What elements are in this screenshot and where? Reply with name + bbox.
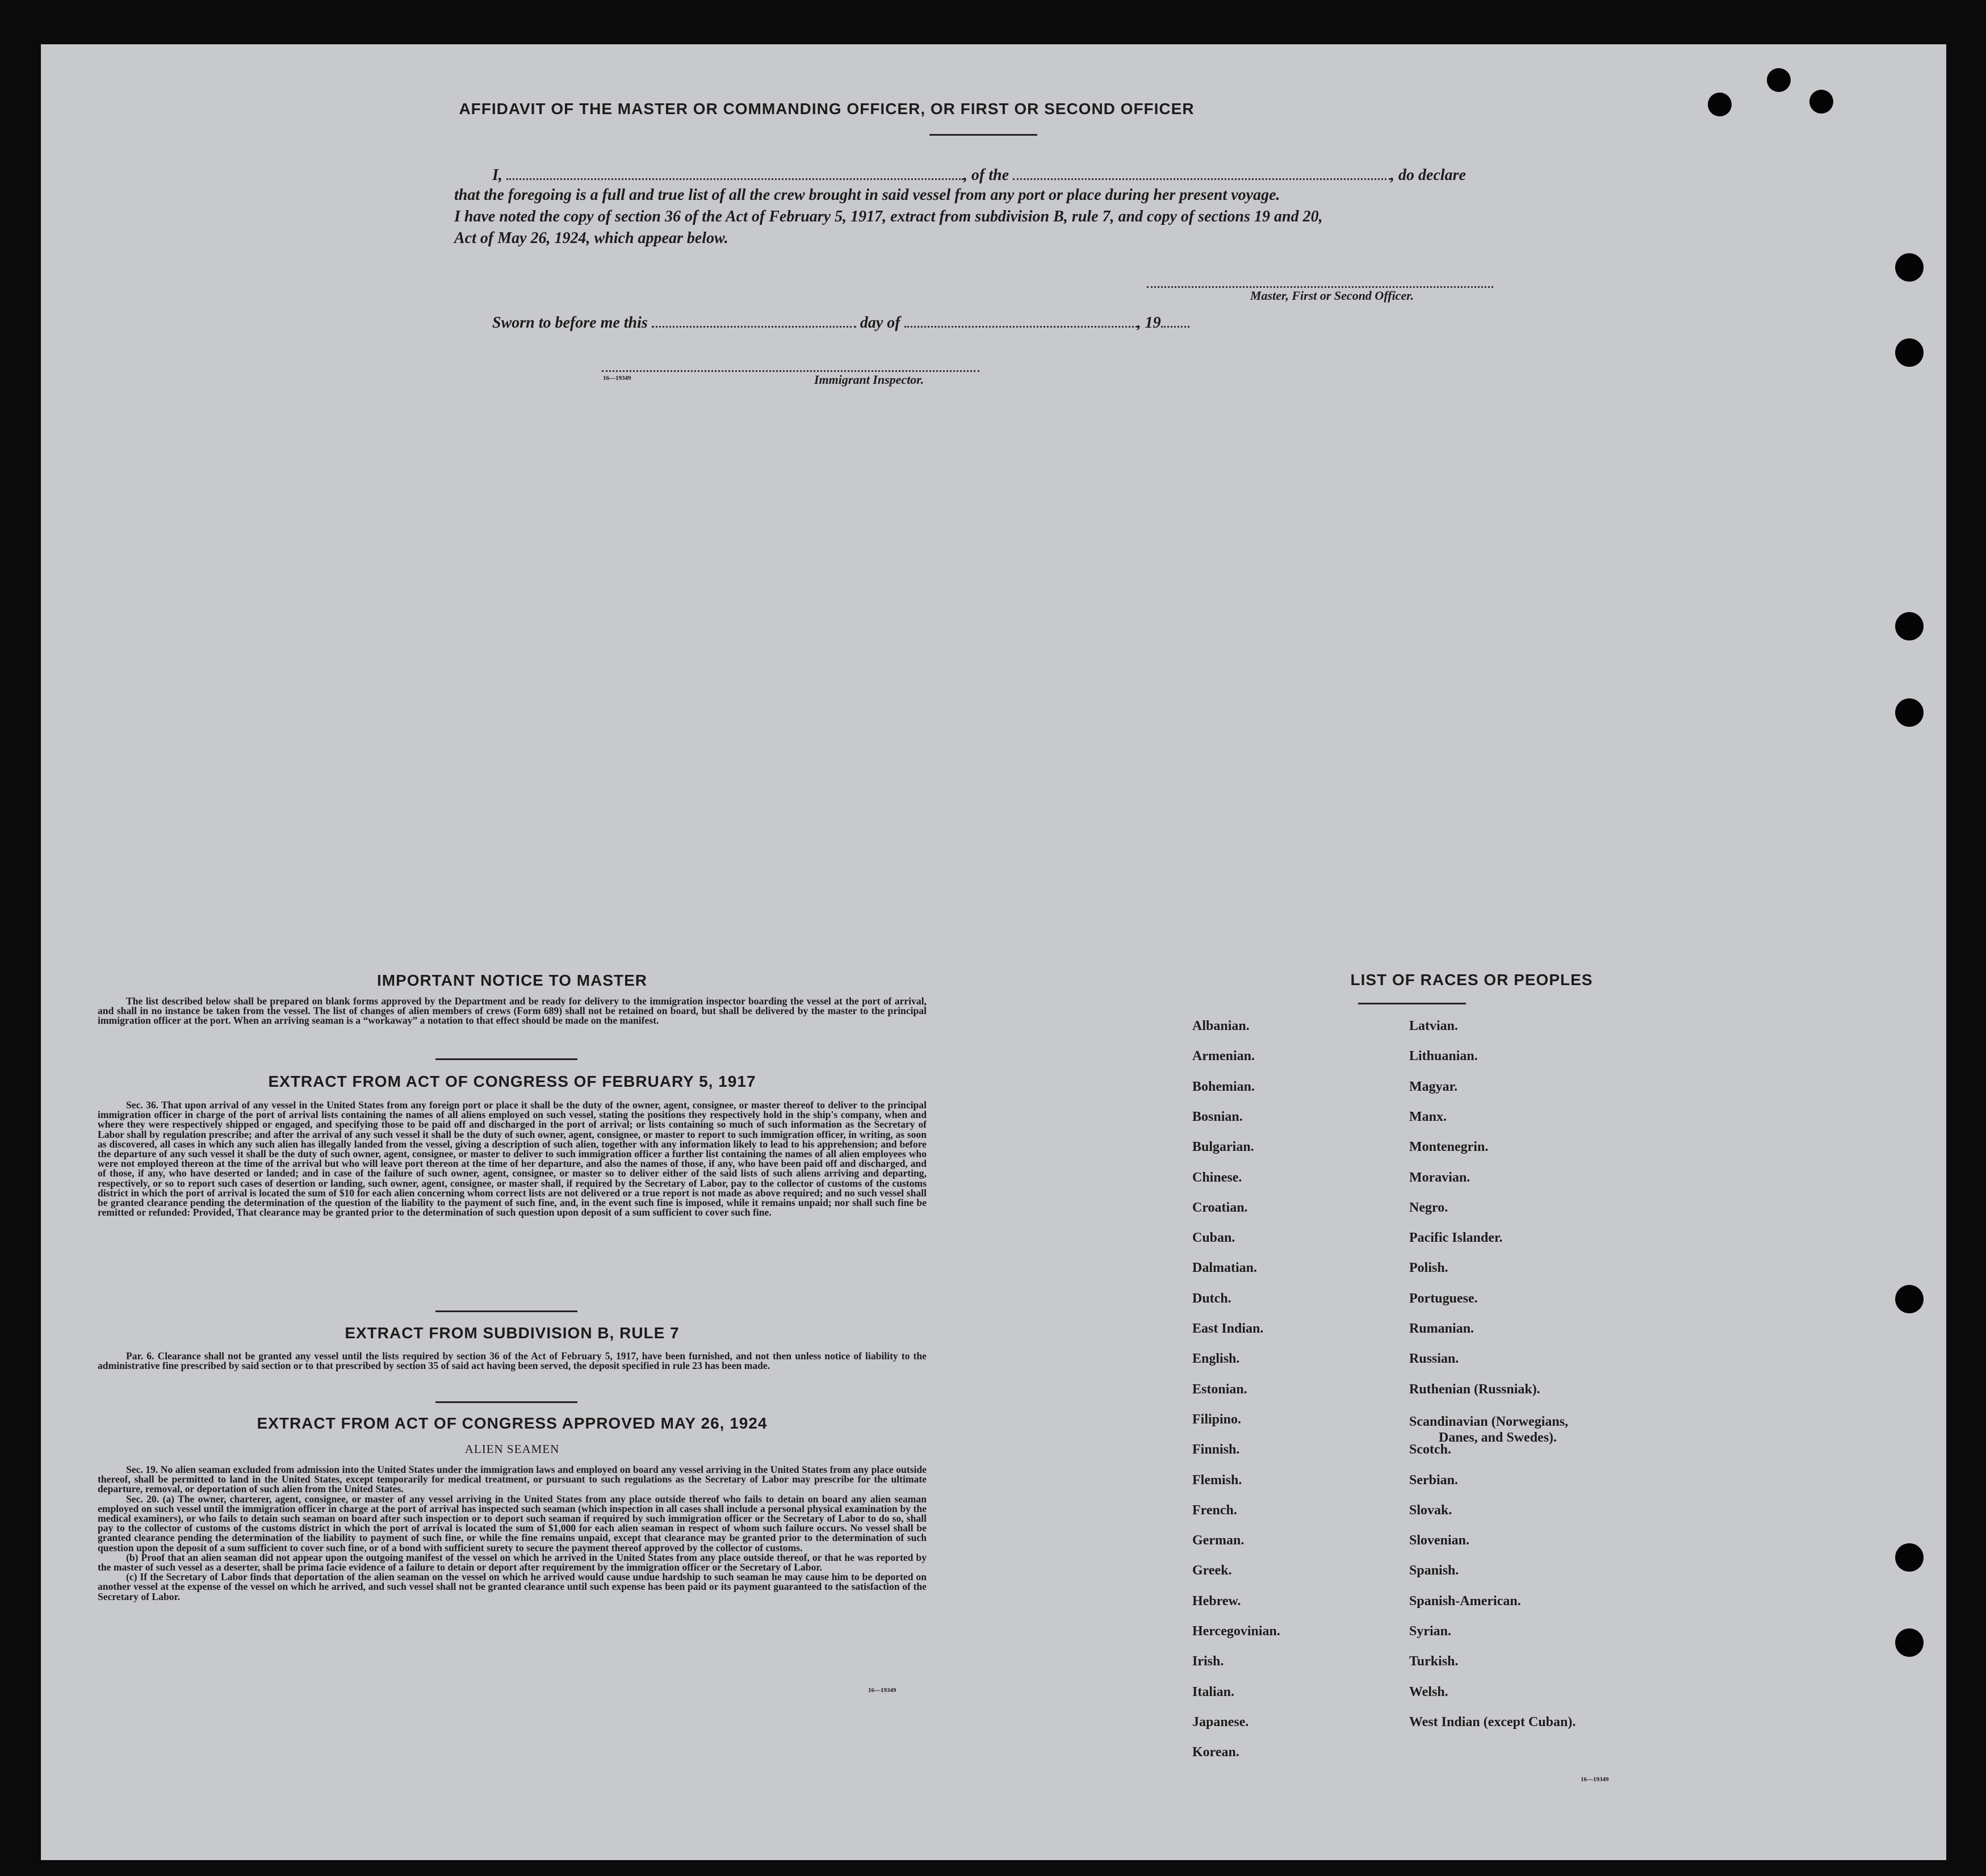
race-item: Bulgarian. <box>1192 1140 1254 1155</box>
race-item: Rumanian. <box>1409 1321 1474 1336</box>
race-item: Cuban. <box>1192 1230 1235 1246</box>
race-item: Polish. <box>1409 1261 1448 1276</box>
extract-rule7-title: EXTRACT FROM SUBDIVISION B, RULE 7 <box>345 1324 680 1342</box>
extract-1924-title: EXTRACT FROM ACT OF CONGRESS APPROVED MAY 26, 1924 <box>257 1414 768 1432</box>
master-signature-label: Master, First or Second Officer. <box>1250 288 1414 303</box>
affidavit-line-1 <box>492 165 1466 185</box>
divider <box>435 1058 577 1060</box>
divider <box>435 1310 577 1312</box>
race-item: Hebrew. <box>1192 1593 1241 1609</box>
race-item: West Indian (except Cuban). <box>1409 1714 1576 1730</box>
affidavit-i: I, <box>492 166 502 184</box>
race-item: Slovak. <box>1409 1502 1452 1518</box>
affidavit-of-the: , of the <box>963 166 1009 184</box>
race-item: Spanish-American. <box>1409 1593 1521 1609</box>
punch-hole <box>1895 1285 1924 1313</box>
punch-hole <box>1767 68 1791 92</box>
punch-hole <box>1895 338 1924 367</box>
extract-1917-title: EXTRACT FROM ACT OF CONGRESS OF FEBRUARY 5, 1917 <box>268 1073 756 1090</box>
affidavit-line-2: that the foregoing is a full and true list of all the crew brought in said vessel from any port or place during her present voyage. <box>454 186 1280 204</box>
punch-hole <box>1895 698 1924 727</box>
race-item: Irish. <box>1192 1654 1224 1669</box>
race-item: Lithuanian. <box>1409 1049 1478 1064</box>
affidavit-title: AFFIDAVIT OF THE MASTER OR COMMANDING OFFICER, OR FIRST OR SECOND OFFICER <box>459 100 1195 118</box>
punch-hole <box>1895 1543 1924 1572</box>
race-item: Welsh. <box>1409 1684 1448 1699</box>
race-item: Ruthenian (Russniak). <box>1409 1381 1540 1397</box>
race-item: English. <box>1192 1351 1240 1367</box>
section-20b-text: (b) Proof that an alien seaman did not appear upon the outgoing manifest of the vessel on which he arrived in the United States from any place outside thereof, or that he was reported by the master of such vessel as a deserter, shall be prima facie evidence of a failure to detain or deport after requirement by the immigration officer or the Secretary of Labor. <box>98 1551 927 1573</box>
race-item: Syrian. <box>1409 1624 1452 1639</box>
sworn-year-blank[interactable] <box>1161 312 1189 328</box>
notice-title: IMPORTANT NOTICE TO MASTER <box>376 972 648 989</box>
affidavit-line-3: I have noted the copy of section 36 of the Act of February 5, 1917, extract from subdivision B, rule 7, and copy of sections 19 and 20, <box>454 208 1323 225</box>
punch-hole <box>1895 1628 1924 1657</box>
alien-seamen-subtitle: ALIEN SEAMEN <box>464 1442 560 1456</box>
master-signature-line[interactable] <box>1147 286 1493 288</box>
affidavit-declare: , do declare <box>1390 166 1466 184</box>
sworn-month-blank[interactable] <box>904 312 1137 328</box>
race-item: East Indian. <box>1192 1321 1264 1336</box>
race-item: Albanian. <box>1192 1019 1250 1033</box>
divider <box>1358 1003 1466 1004</box>
extract-1917-body <box>98 1100 927 1217</box>
race-item: Bohemian. <box>1192 1079 1255 1094</box>
race-item: Danes, and Swedes). <box>1439 1430 1557 1445</box>
race-item: Filipino. <box>1192 1412 1242 1427</box>
name-blank[interactable] <box>506 165 963 180</box>
punch-hole <box>1708 93 1732 116</box>
race-item: German. <box>1192 1533 1245 1548</box>
notice-text: The list described below shall be prepared on blank forms approved by the Department and be ready for delivery to the immigration inspector boarding the vessel at the port of arrival, and shall in no instance be taken from the vessel. The list of changes of alien members of crews (Form 689) shall not be retained on board, but shall be delivered by the master to the principal immigration officer at the port. When an arriving seaman is a “workaway” a notation to that effect should be made on the manifest. <box>98 995 927 1027</box>
punch-hole <box>1895 612 1924 640</box>
race-item: Slovenian. <box>1409 1533 1470 1548</box>
race-item: Hercegovinian. <box>1192 1624 1280 1639</box>
race-item: Japanese. <box>1192 1714 1249 1730</box>
race-item: Flemish. <box>1192 1472 1242 1488</box>
section-19-text: Sec. 19. No alien seaman excluded from admission into the United States under the immigration laws and employed on board any vessel arriving in the United States from any place outside thereof, shall be permitted to land in the United States, except temporarily for medical treatment, or pursuant to such regulations as the Secretary of Labor may prescribe for the ultimate departure, removal, or deportation of such alien from the United States. <box>98 1464 927 1495</box>
section-20c-text: (c) If the Secretary of Labor finds that deportation of the alien seaman on the vessel on which he arrived would cause undue hardship to such seaman he may cause him to be deported on another vessel at the expense of the vessel on which he arrived, and such vessel shall not be granted clearance until such expense has been paid or its payment guaranteed to the satisfaction of the Secretary of Labor. <box>98 1571 927 1602</box>
form-number: 16—19349 <box>868 1687 896 1694</box>
race-item: Scandinavian (Norwegians, <box>1409 1414 1569 1429</box>
sworn-line <box>492 312 1189 332</box>
race-item: Finnish. <box>1192 1442 1240 1458</box>
extract-rule7-body <box>98 1351 927 1371</box>
race-item: Bosnian. <box>1192 1109 1243 1124</box>
race-item: Armenian. <box>1192 1049 1255 1064</box>
race-item: Italian. <box>1192 1684 1235 1699</box>
affidavit-line-4: Act of May 26, 1924, which appear below. <box>454 229 728 247</box>
form-number: 16—19349 <box>1581 1776 1609 1783</box>
race-item: Latvian. <box>1409 1019 1459 1033</box>
punch-hole <box>1809 90 1833 114</box>
race-item: Manx. <box>1409 1109 1447 1124</box>
race-item: Korean. <box>1192 1745 1239 1760</box>
inspector-signature-line[interactable] <box>602 370 979 372</box>
race-item: Portuguese. <box>1409 1291 1478 1306</box>
document-page <box>41 44 1946 1860</box>
race-item: Serbian. <box>1409 1472 1459 1488</box>
sworn-year-label: , 19 <box>1137 314 1161 332</box>
sworn-prefix: Sworn to before me this <box>492 314 648 332</box>
race-item: Croatian. <box>1192 1200 1248 1215</box>
race-item: Russian. <box>1409 1351 1459 1367</box>
race-item: Moravian. <box>1409 1170 1470 1185</box>
vessel-blank[interactable] <box>1013 165 1390 180</box>
race-item: Turkish. <box>1409 1654 1459 1669</box>
race-item: French. <box>1192 1502 1237 1518</box>
form-number: 16—19349 <box>603 375 631 382</box>
extract-1924-body <box>98 1465 927 1602</box>
race-item: Pacific Islander. <box>1409 1230 1503 1246</box>
race-item: Spanish. <box>1409 1563 1459 1578</box>
race-item: Magyar. <box>1409 1079 1458 1094</box>
race-item: Chinese. <box>1192 1170 1242 1185</box>
sworn-day-label: day of <box>860 314 900 332</box>
race-item: Montenegrin. <box>1409 1140 1489 1155</box>
race-item: Dalmatian. <box>1192 1261 1257 1276</box>
race-item: Negro. <box>1409 1200 1448 1215</box>
sworn-day-blank[interactable] <box>652 312 856 328</box>
race-item: Estonian. <box>1192 1381 1247 1397</box>
race-item: Greek. <box>1192 1563 1232 1578</box>
punch-hole <box>1895 253 1924 282</box>
par-6-text: Par. 6. Clearance shall not be granted any vessel until the lists required by section 36 of the Act of February 5, 1917, have been furnished, and not then unless notice of liability to the administrative fine prescribed by said section or to that prescribed by section 35 of said act having been served, the deposit specified in rule 23 has been made. <box>98 1350 927 1372</box>
race-item: Scotch. <box>1409 1442 1451 1458</box>
inspector-signature-label: Immigrant Inspector. <box>814 372 924 387</box>
race-item: Dutch. <box>1192 1291 1231 1306</box>
races-title: LIST OF RACES OR PEOPLES <box>1350 971 1593 989</box>
section-20a-text: Sec. 20. (a) The owner, charterer, agent, consignee, or master of any vessel arriving in the United States from any place outside thereof who fails to detain on board any alien seaman employed on such vessel until the immigration officer in charge at the port of arrival has inspected such seaman (which inspection in all cases shall include a personal physical examination by the medical examiners), or who fails to detain such seaman on board after such inspection or to deport such seaman if required by such immigration officer or the Secretary of Labor to do so, shall pay to the collector of customs of the customs district in which the port of arrival is located the sum of $1,000 for each alien seaman in respect of whom such failure occurs. No vessel shall be granted clearance pending the determination of the liability to payment of such fine, or while the fine remains unpaid, except that clearance may be granted prior to the determination of such question upon the deposit of a sum sufficient to cover such fine, or of a bond with sufficient surety to secure the payment thereof approved by the collector of customs. <box>98 1493 927 1553</box>
divider <box>929 134 1037 136</box>
section-36-text: Sec. 36. That upon arrival of any vessel in the United States from any foreign port or place it shall be the duty of the owner, agent, consignee, or master thereof to deliver to the principal immigration officer in charge of the port of arrival lists containing the names of all aliens employed on such vessel, stating the positions they respectively hold in the ship's company, when and where they were respectively shipped or engaged, and specifying those to be paid off and discharged in the port of arrival; or lists containing so much of such information as the Secretary of Labor shall by regulation prescribe; and after the arrival of any such vessel it shall be the duty of such owner, agent, consignee, or master to report to such immigration officer, in writing, as soon as discovered, all cases in which any such alien has illegally landed from the vessel, giving a description of such alien, together with any information likely to lead to his apprehension; and before the departure of any such vessel it shall be the duty of such owner, agent, consignee, or master to deliver to such immigration officer a further list containing the names of all alien employees who were not employed thereon at the time of the arrival but who will leave port thereon at the time of her departure, and also the names of those, if any, who have been paid off and discharged, and of those, if any, who have deserted or landed; and in case of the failure of such owner, agent, consignee, or master so to deliver either of the said lists of such aliens arriving and departing, respectively, or so to report such cases of desertion or landing, such owner, agent, consignee, or master shall, if required by the Secretary of Labor, pay to the collector of customs of the customs district in which the port of arrival is located the sum of $10 for each alien concerning whom correct lists are not delivered or a true report is not made as above required; and no such vessel shall be granted clearance pending the determination of the question of the liability to the payment of such fine, and, in the event such fine is imposed, while it remains unpaid; nor shall such fine be remitted or refunded: Provided, That clearance may be granted prior to the determination of such question upon deposit of a sum sufficient to cover such fine. <box>98 1099 927 1218</box>
divider <box>435 1401 577 1403</box>
notice-body <box>98 996 927 1026</box>
